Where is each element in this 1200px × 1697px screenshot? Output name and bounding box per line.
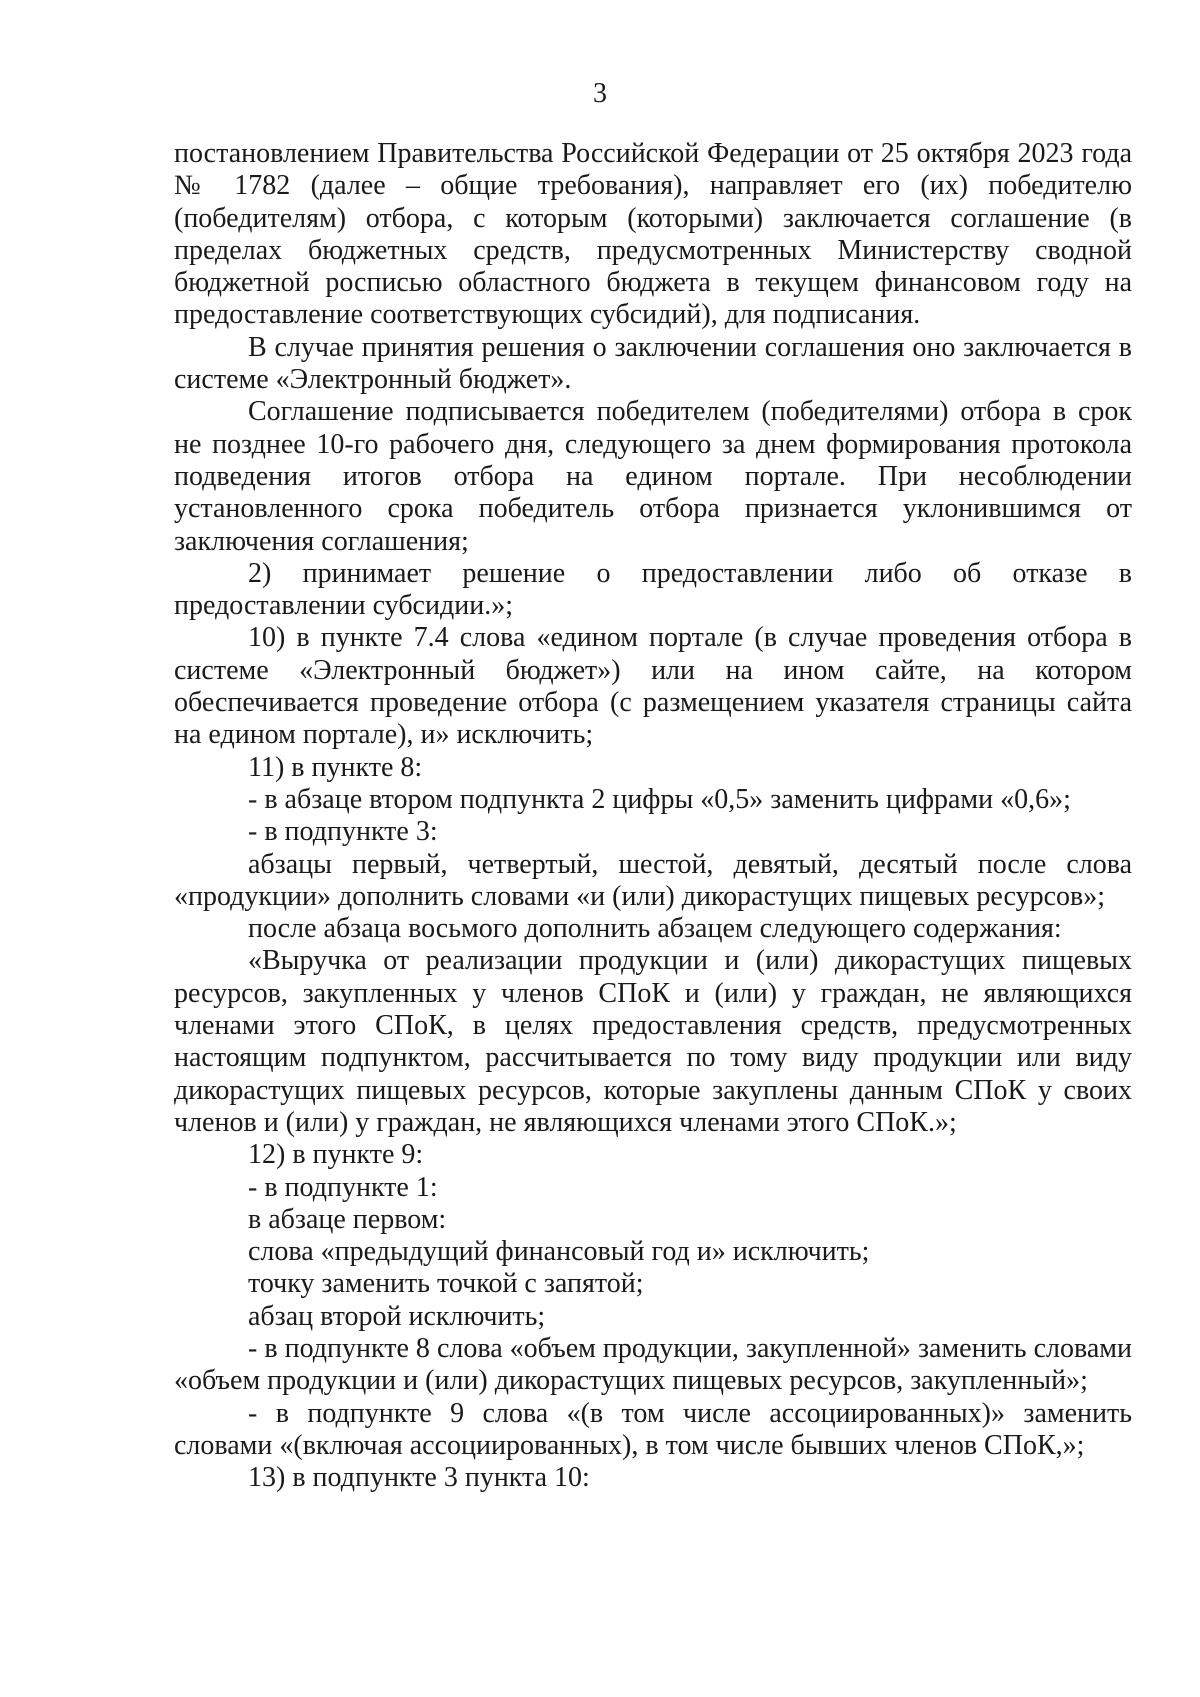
document-body (174, 138, 1132, 1494)
paragraph: после абзаца восьмого дополнить абзацем следующего содержания: (248, 913, 1062, 945)
paragraph: в абзаце первом: (248, 1203, 447, 1235)
paragraph: 2) принимает решение о предоставлении либо об отказе в предоставлении субсидии.»; (174, 557, 1132, 622)
page-number: 3 (593, 78, 607, 109)
paragraph: - в подпункте 1: (248, 1171, 438, 1203)
paragraph: 13) в подпункте 3 пункта 10: (248, 1462, 590, 1494)
paragraph: Соглашение подписывается победителем (победителями) отбора в срок не позднее 10-го рабочего дня, следующего за днем формирования протокола подведения итогов отбора на едином портале. При несоблюдении установленного срока победитель отбора признается уклонившимся от заключения соглашения; (174, 396, 1132, 557)
paragraph: точку заменить точкой с запятой; (248, 1268, 644, 1300)
paragraph: - в подпункте 9 слова «(в том числе ассоциированных)» заменить словами «(включая ассоциированных), в том числе бывших членов СПоК,»; (174, 1397, 1132, 1461)
paragraph: постановлением Правительства Российской Федерации от 25 октября 2023 года № 1782 (далее – общие требования), направляет его (их) победителю (победителям) отбора, с которым (которыми) заключается соглашение (в пределах бюджетных средств, предусмотренных Министерству сводной бюджетной росписью областного бюджета в текущем финансовом году на предоставление соответствующих субсидий), для подписания. (174, 138, 1132, 331)
paragraph: В случае принятия решения о заключении соглашения оно заключается в системе «Электронный бюджет». (174, 331, 1132, 396)
paragraph: 11) в пункте 8: (248, 751, 423, 783)
paragraph: «Выручка от реализации продукции и (или) дикорастущих пищевых ресурсов, закупленных у членов СПоК и (или) у граждан, не являющихся членами этого СПоК, в целях предоставления средств, предусмотренных настоящим подпунктом, рассчитывается по тому виду продукции или виду дикорастущих пищевых ресурсов, которые закуплены данным СПоК у своих членов и (или) у граждан, не являющихся членами этого СПоК.»; (174, 945, 1132, 1138)
paragraph: абзацы первый, четвертый, шестой, девятый, десятый после слова «продукции» дополнить словами «и (или) дикорастущих пищевых ресурсов»; (174, 848, 1132, 912)
paragraph: абзац второй исключить; (248, 1300, 546, 1332)
paragraph: - в подпункте 3: (248, 816, 438, 848)
paragraph: 10) в пункте 7.4 слова «едином портале (в случае проведения отбора в системе «Электронный бюджет») или на ином сайте, на котором обеспечивается проведение отбора (с размещением указателя страницы сайта на едином портале), и» исключить; (174, 622, 1132, 751)
paragraph: - в подпункте 8 слова «объем продукции, закупленной» заменить словами «объем продукции и (или) дикорастущих пищевых ресурсов, закупленный»; (174, 1332, 1132, 1397)
paragraph: 12) в пункте 9: (248, 1139, 424, 1171)
paragraph: - в абзаце втором подпункта 2 цифры «0,5» заменить цифрами «0,6»; (248, 783, 1071, 815)
paragraph: слова «предыдущий финансовый год и» исключить; (248, 1236, 870, 1268)
